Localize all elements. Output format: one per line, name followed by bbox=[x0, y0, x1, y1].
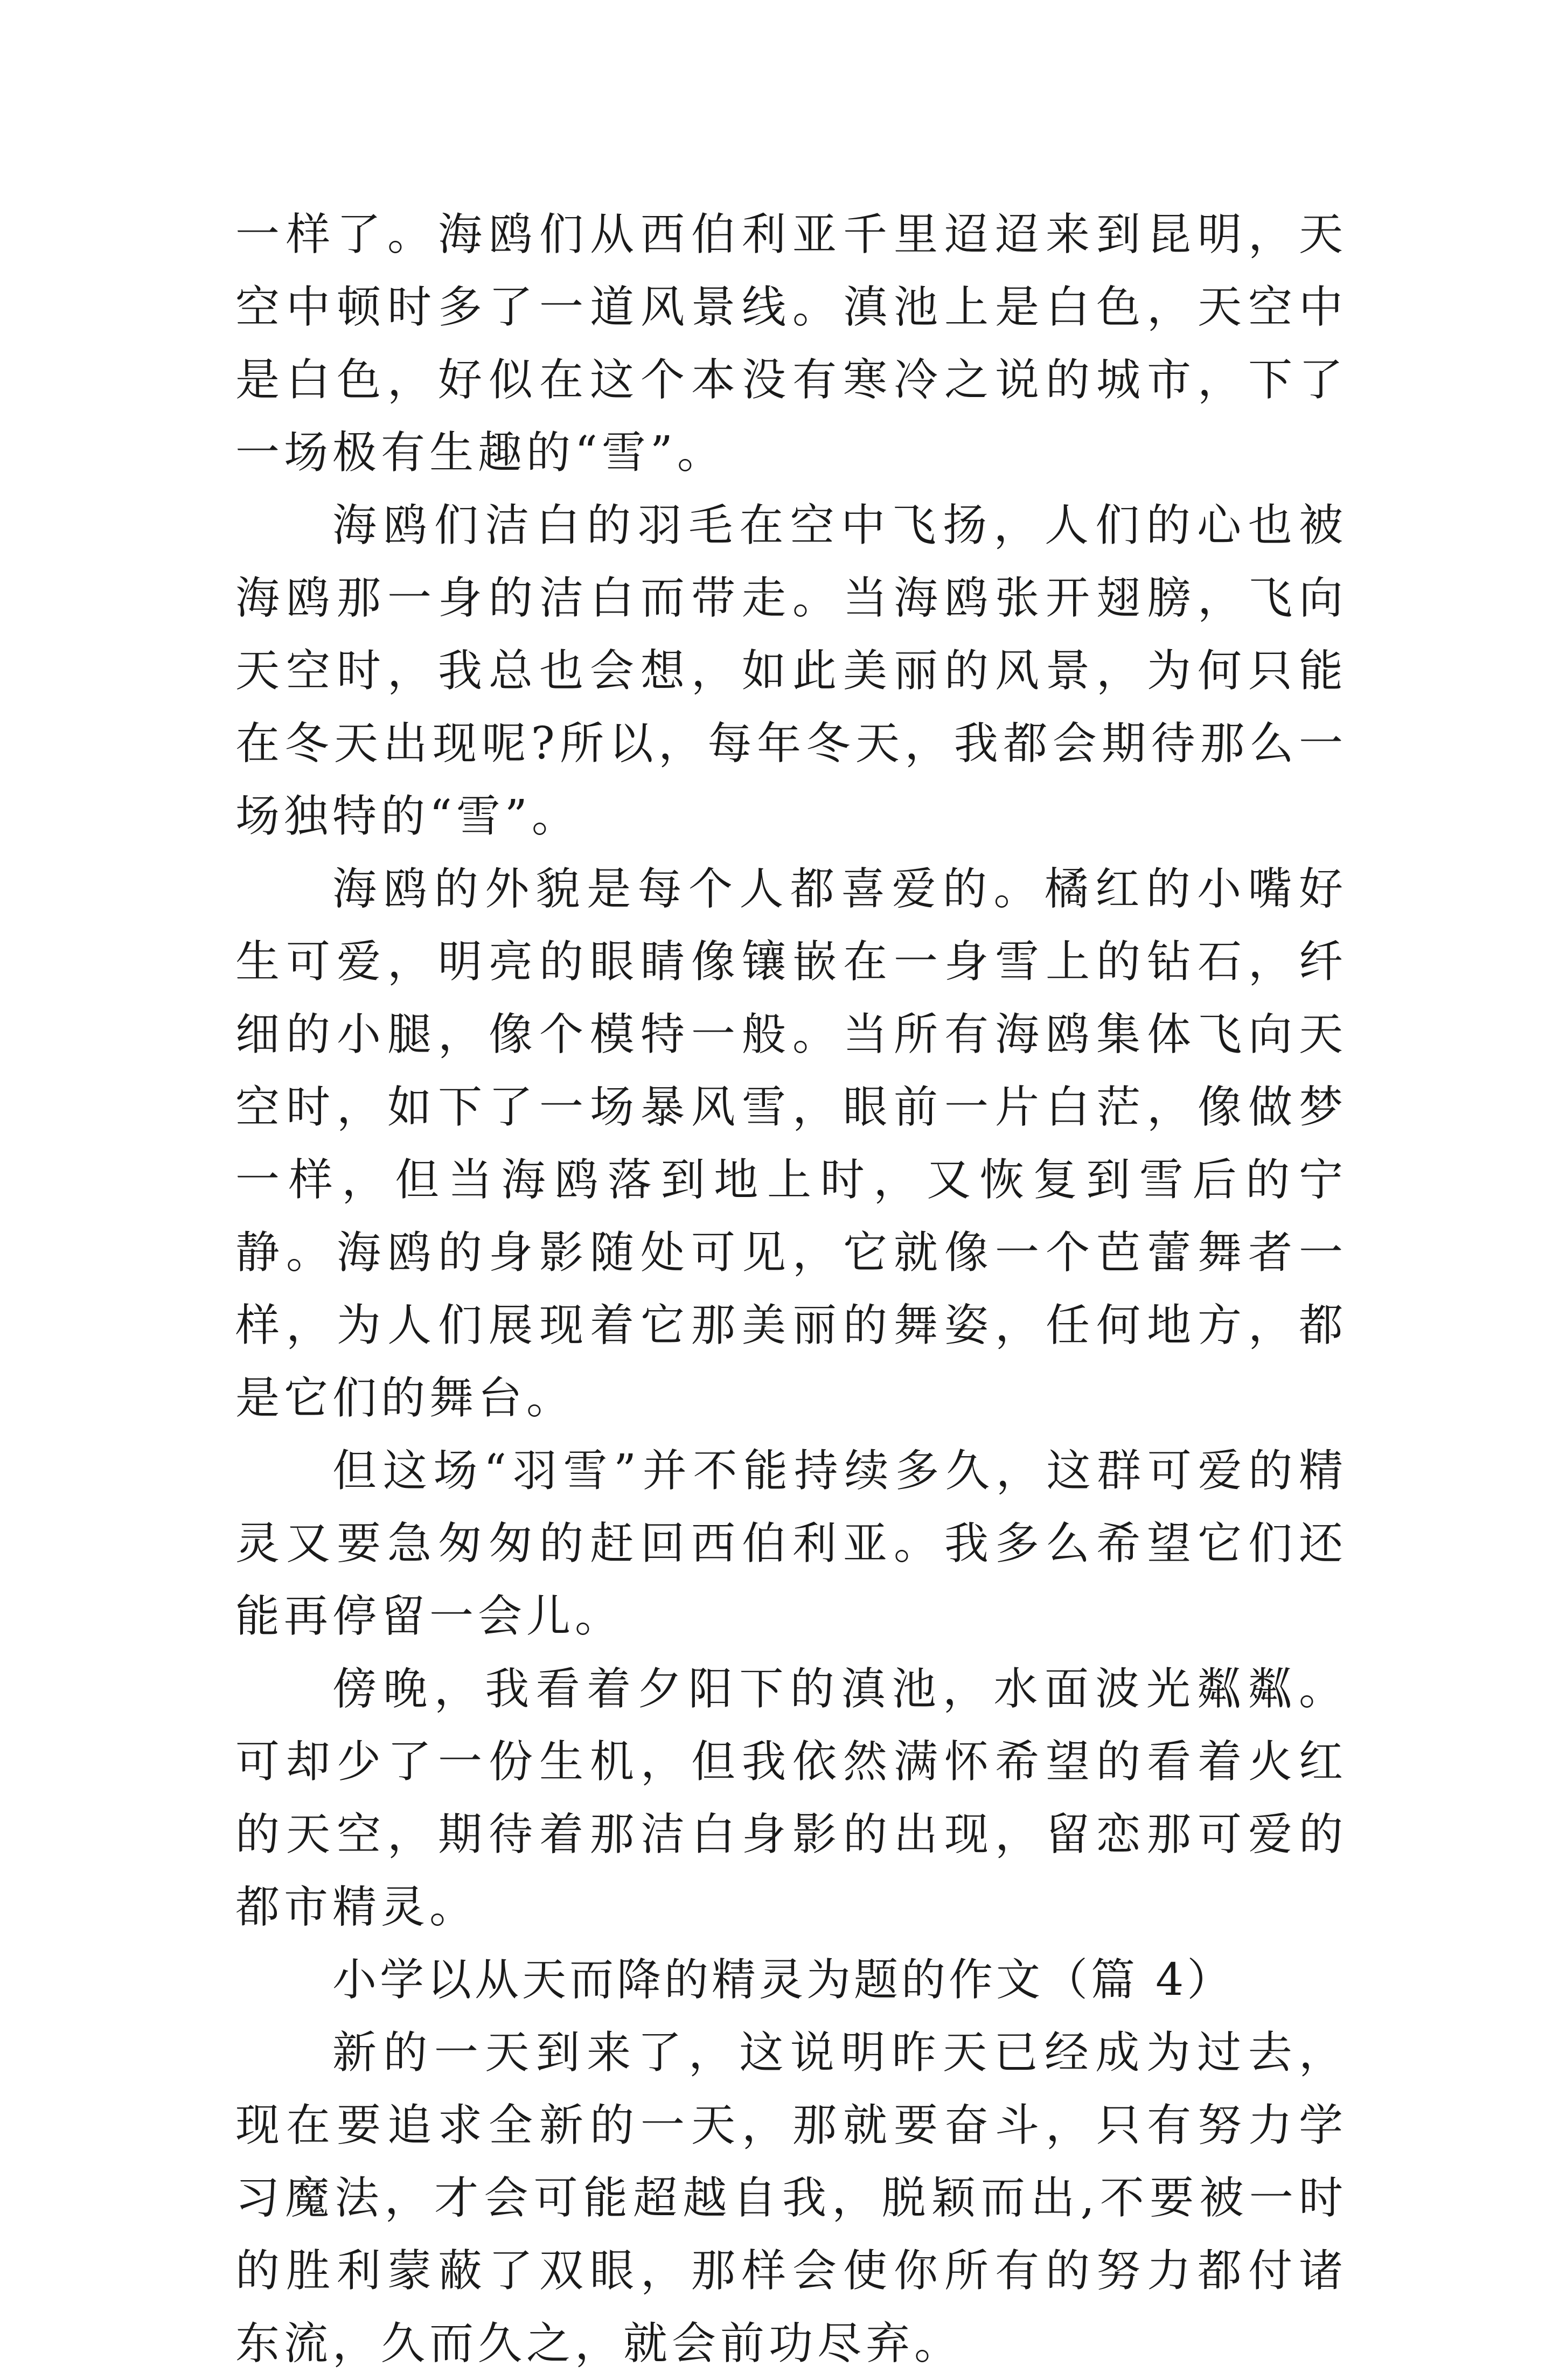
paragraph-6: 新的一天到来了，这说明昨天已经成为过去，现在要追求全新的一天，那就要奋斗，只有努力学习魔法，才会可能超越自我，脱颖而出,不要被一时的胜利蒙蔽了双眼，那样会使你所有的努力都付诸东流，久而久之，就会前功尽弃。 bbox=[235, 2027, 1347, 2369]
paragraph-3: 海鸥的外貌是每个人都喜爱的。橘红的小嘴好生可爱，明亮的眼睛像镶嵌在一身雪上的钻石，纤细的小腿，像个模特一般。当所有海鸥集体飞向天空时，如下了一场暴风雪，眼前一片白茫，像做梦一样，但当海鸥落到地上时，又恢复到雪后的宁静。海鸥的身影随处可见，它就像一个芭蕾舞者一样，为人们展现着它那美丽的舞姿，任何地方，都是它们的舞台。 bbox=[235, 864, 1347, 1424]
document-body bbox=[235, 198, 1347, 2380]
paragraph-1: 一样了。海鸥们从西伯利亚千里迢迢来到昆明，天空中顿时多了一道风景线。滇池上是白色，天空中是白色，好似在这个本没有寒冷之说的城市，下了一场极有生趣的“雪”。 bbox=[235, 209, 1347, 478]
paragraph-2: 海鸥们洁白的羽毛在空中飞扬，人们的心也被海鸥那一身的洁白而带走。当海鸥张开翅膀，飞向天空时，我总也会想，如此美丽的风景，为何只能在冬天出现呢?所以，每年冬天，我都会期待那么一场独特的“雪”。 bbox=[235, 500, 1347, 842]
section-heading: 小学以从天而降的精灵为题的作文（篇 4） bbox=[332, 1954, 1235, 2006]
paragraph-5: 傍晚，我看着夕阳下的滇池，水面波光粼粼。可却少了一份生机，但我依然满怀希望的看着火红的天空，期待着那洁白身影的出现，留恋那可爱的都市精灵。 bbox=[235, 1664, 1347, 1933]
paragraph-4: 但这场“羽雪”并不能持续多久，这群可爱的精灵又要急匆匆的赶回西伯利亚。我多么希望它们还能再停留一会儿。 bbox=[235, 1445, 1347, 1642]
